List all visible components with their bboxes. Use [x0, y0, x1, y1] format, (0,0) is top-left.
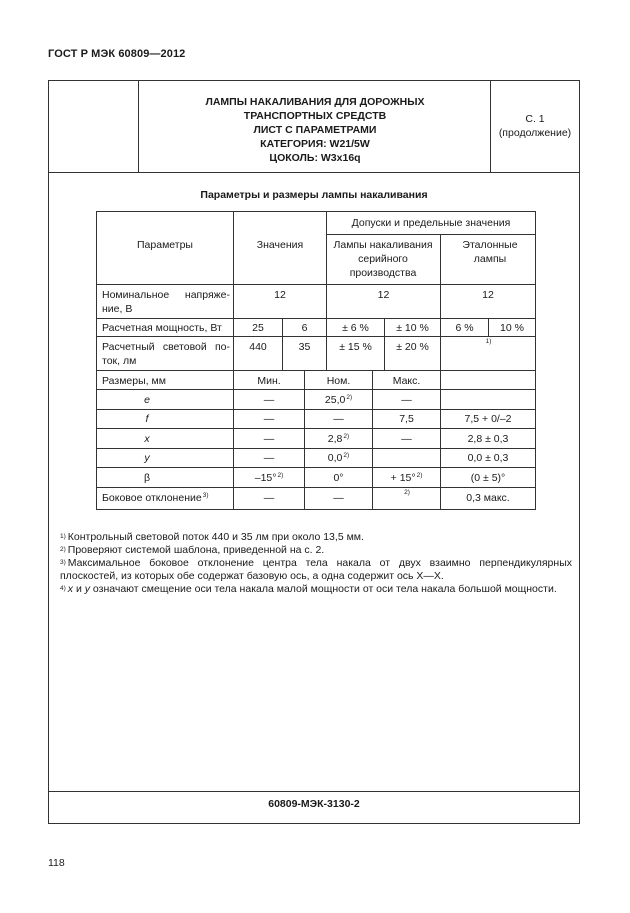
document-code: 60809-МЭК-3130-2: [268, 798, 360, 810]
cell-x-min: —: [263, 433, 275, 445]
footnote-1: [60, 531, 572, 544]
header-serial: Лампы накаливания серийного производства: [333, 239, 433, 279]
footnote-var-x: x: [67, 583, 74, 595]
cell-lateral-reference: 0,3 макс.: [466, 492, 510, 504]
cell-dims-min: Мин.: [257, 375, 281, 387]
cell-flux-v1: 440: [249, 341, 267, 353]
cell-flux-s2: ± 20 %: [396, 341, 429, 353]
cell-y-nom: [305, 451, 372, 465]
row-label-voltage: Номинальное напряже-ние, В: [102, 289, 230, 315]
value: 2,8: [327, 433, 343, 445]
cell-voltage-value: 12: [274, 289, 286, 301]
cell-flux-s1: ± 15 %: [339, 341, 372, 353]
value: 0,0: [327, 452, 343, 464]
sheet-note: (продолжение): [498, 127, 572, 139]
cell-voltage-serial: 12: [377, 289, 390, 301]
cell-beta-min: [234, 471, 304, 485]
header-params: Параметры: [137, 239, 193, 251]
footnote-3: [60, 557, 572, 583]
row-label-y: y: [144, 452, 150, 464]
cell-f-nom: —: [333, 413, 344, 425]
footnote-var-y: y: [84, 583, 90, 595]
footnote-text: Проверяют системой шаблона, приведенной на с. 2.: [67, 544, 325, 556]
cell-lateral-max: [373, 488, 440, 502]
cell-voltage-reference: 12: [482, 289, 494, 301]
cell-dims-max: Макс.: [392, 375, 421, 387]
title-line: ЛАМПЫ НАКАЛИВАНИЯ ДЛЯ ДОРОЖНЫХ: [205, 96, 425, 108]
title-line: ЦОКОЛЬ: W3x16q: [269, 152, 361, 164]
footnote-ref: 2): [404, 489, 410, 496]
row-label-lateral: [102, 491, 234, 505]
footnote-2: [60, 544, 572, 557]
footnote-mark: 4): [60, 585, 66, 592]
value: + 15°: [390, 472, 416, 484]
cell-lateral-min: —: [263, 492, 275, 504]
page-number: 118: [48, 857, 65, 869]
row-label-dims: Размеры, мм: [102, 375, 166, 387]
footnote-ref: 2): [346, 394, 353, 401]
header-tolerances: Допуски и предельные значения: [351, 217, 511, 229]
cell-e-min: —: [263, 394, 275, 406]
cell-e-nom: [305, 393, 372, 407]
cell-e-max: —: [401, 394, 412, 406]
cell-beta-nom: 0°: [333, 472, 344, 484]
cell-f-reference: 7,5 + 0/–2: [464, 413, 512, 425]
footnote-mark: 1): [60, 533, 66, 540]
header-reference: Эталонные лампы: [462, 239, 518, 265]
footnote-mark: 3): [60, 559, 66, 566]
row-label-x: x: [144, 433, 150, 445]
table-title: Параметры и размеры лампы накаливания: [200, 189, 428, 201]
cell-power-s1: ± 6 %: [342, 322, 369, 334]
row-label-flux: Расчетный световой по-ток, лм: [102, 341, 230, 367]
value: –15°: [254, 472, 277, 484]
cell-lateral-nom: —: [333, 492, 344, 504]
cell-dims-nom: Ном.: [326, 375, 351, 387]
row-label-beta: β: [143, 472, 151, 484]
cell-y-min: —: [263, 452, 275, 464]
cell-f-max: 7,5: [399, 413, 414, 425]
footnote-text: и: [73, 583, 85, 595]
cell-flux-reference: [441, 337, 535, 351]
title-line: ТРАНСПОРТНЫХ СРЕДСТВ: [243, 110, 387, 122]
footnote-mark: 2): [60, 546, 66, 553]
sheet-number: С. 1: [525, 113, 545, 125]
footnote-ref: 3): [202, 492, 209, 499]
cell-y-reference: 0,0 ± 0,3: [467, 452, 509, 464]
cell-flux-v2: 35: [298, 341, 311, 353]
cell-x-nom: [305, 432, 372, 446]
row-label-power: Расчетная мощность, Вт: [102, 322, 222, 334]
footnote-ref: 1): [485, 338, 492, 345]
footnote-text: Максимальное боковое отклонение центра тела накала от двух взаимно перпендикулярных плоскостей, из которых обе содержат базовую ось, а одна содержит ось X—X.: [60, 557, 572, 582]
row-label-e: e: [144, 394, 150, 406]
cell-f-min: —: [263, 413, 275, 425]
cell-x-reference: 2,8 ± 0,3: [467, 433, 509, 445]
cell-beta-reference: (0 ± 5)°: [470, 472, 506, 484]
cell-power-r2: 10 %: [500, 322, 524, 334]
header-values: Значения: [256, 239, 304, 251]
document-header: ГОСТ Р МЭК 60809—2012: [48, 48, 186, 60]
title-line: ЛИСТ С ПАРАМЕТРАМИ: [253, 124, 377, 136]
title-line: КАТЕГОРИЯ: W21/5W: [260, 138, 370, 150]
cell-power-v1: 25: [252, 322, 264, 334]
value: 25,0: [324, 394, 346, 406]
cell-power-s2: ± 10 %: [396, 322, 429, 334]
cell-beta-max: [373, 471, 440, 485]
row-label-f: f: [145, 413, 149, 425]
footnote-text: означают смещение оси тела накала малой мощности от оси тела накала большой мощности.: [89, 583, 557, 595]
cell-x-max: —: [401, 433, 412, 445]
footnote-ref: 2): [343, 452, 350, 459]
footnote-4: [60, 583, 572, 596]
cell-power-v2: 6: [301, 322, 308, 334]
cell-power-r1: 6 %: [455, 322, 474, 334]
label-text: Боковое отклонение: [102, 492, 202, 504]
footnote-ref: 2): [277, 472, 284, 479]
footnote-ref: 2): [343, 433, 350, 440]
footnote-text: Контрольный световой поток 440 и 35 лм при около 13,5 мм.: [67, 531, 364, 543]
footnote-ref: 2): [416, 472, 423, 479]
